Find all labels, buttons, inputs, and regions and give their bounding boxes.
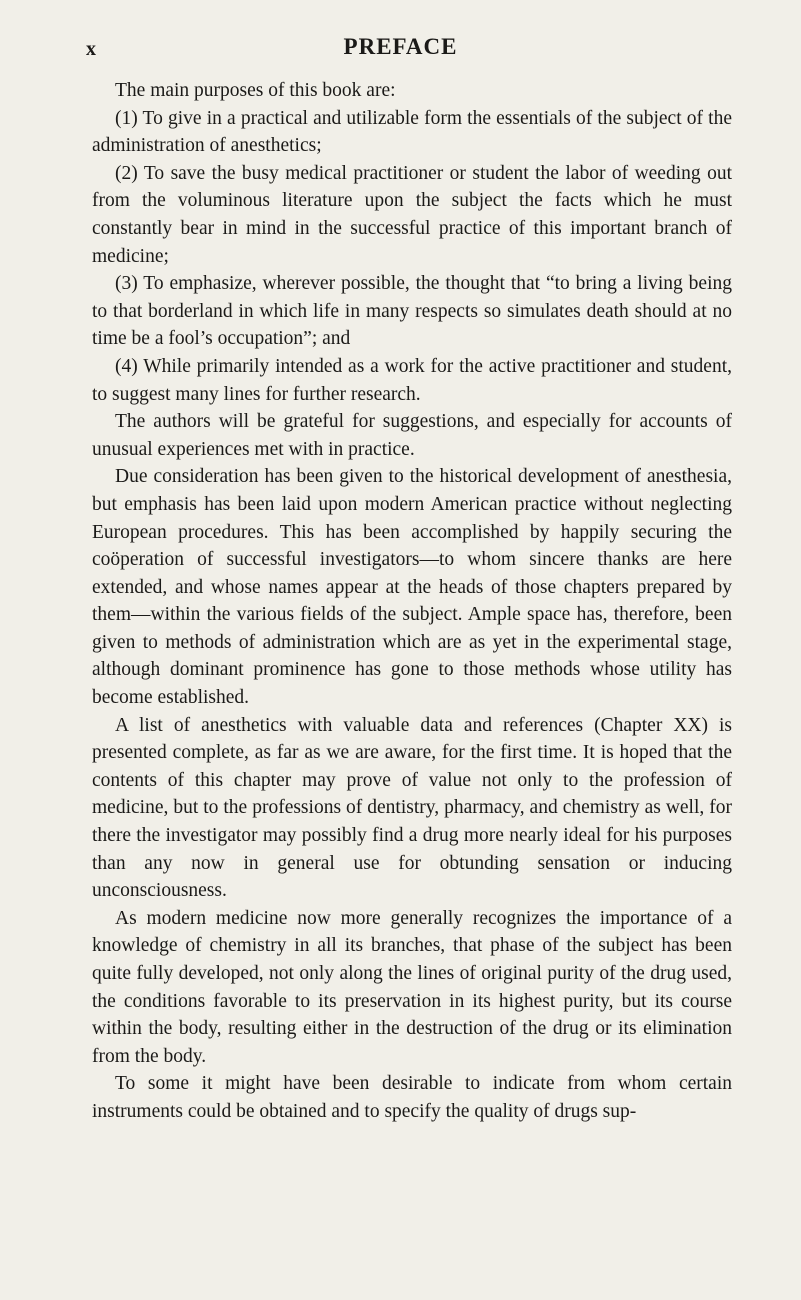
- paragraph: A list of anesthetics with valuable data and references (Chapter XX) is presented complete, as far as we are aware, for the first time. It is hoped that the contents of this chapter may prove of value not only to the profession of medicine, but to the professions of dentistry, pharmacy, and chemistry as well, for there the investigator may possibly find a drug more nearly ideal for his purposes than any now in general use for obtunding sensation or inducing unconsciousness.: [92, 714, 732, 902]
- paragraph: The authors will be grateful for suggestions, and especially for accounts of unusual experiences met with in practice.: [92, 411, 732, 460]
- body-text: [92, 77, 732, 1126]
- paragraph: (2) To save the busy medical practitioner or student the labor of weeding out from the voluminous literature upon the subject the facts which he must constantly bear in mind in the successful practice of this important branch of medicine;: [92, 162, 732, 267]
- paragraph: (1) To give in a practical and utilizable form the essentials of the subject of the administration of anesthetics;: [92, 107, 732, 157]
- page-number: x: [86, 38, 96, 60]
- paragraph: The main purposes of this book are:: [115, 80, 396, 101]
- chapter-title: PREFACE: [343, 34, 458, 59]
- paragraph: Due consideration has been given to the historical development of anesthesia, but emphasis has been laid upon modern American practice without neglecting European procedures. This has been accomplished by happily securing the coöperation of successful investigators—to whom sincere thanks are here extended, and whose names appear at the heads of those chapters prepared by them—within the various fields of the subject. Ample space has, therefore, been given to methods of administration which are as yet in the experimental stage, although dominant prominence has gone to those methods whose utility has become established.: [92, 466, 732, 709]
- running-head: [0, 34, 801, 66]
- paragraph: As modern medicine now more generally recognizes the importance of a knowledge of chemistry in all its branches, that phase of the subject has been quite fully developed, not only along the lines of original purity of the drug used, the conditions favorable to its preservation in its highest purity, but its course within the body, resulting either in the destruction of the drug or its elimination from the body.: [92, 907, 732, 1067]
- paragraph: (4) While primarily intended as a work for the active practitioner and student, to suggest many lines for further research.: [92, 355, 732, 405]
- paragraph: To some it might have been desirable to indicate from whom certain instruments could be obtained and to specify the quality of drugs sup-: [92, 1073, 732, 1122]
- paragraph: (3) To emphasize, wherever possible, the thought that “to bring a living being to that borderland in which life in many respects so simulates death should at no time be a fool’s occupation”; and: [92, 273, 732, 350]
